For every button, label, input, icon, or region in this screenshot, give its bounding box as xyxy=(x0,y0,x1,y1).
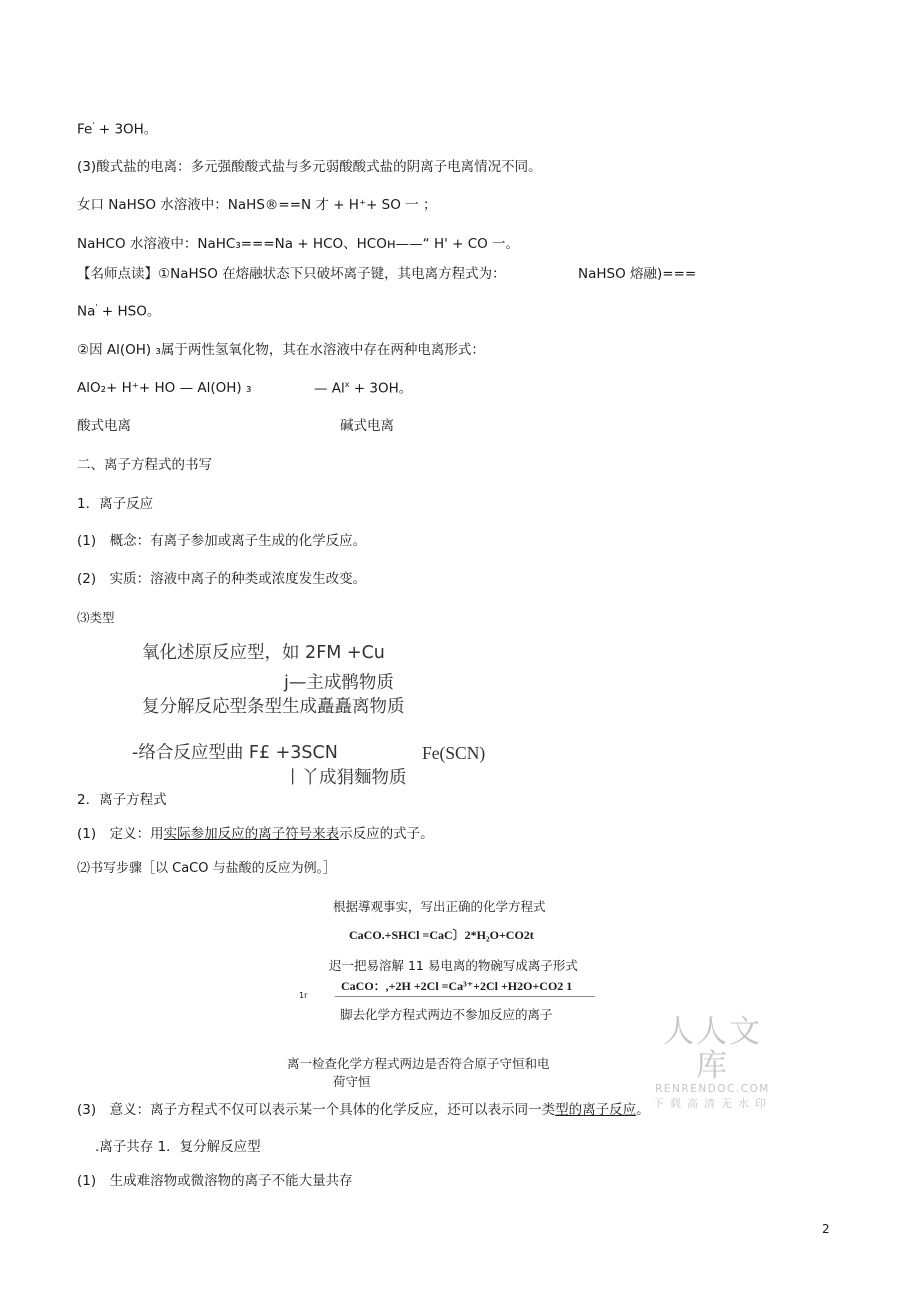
type-complex: -络合反应型曲 F£ +3SCN xyxy=(132,743,338,763)
text-line-fe: Fe' + 3OH。 xyxy=(77,121,158,138)
watermark-url: RENRENDOC.COM xyxy=(655,1083,770,1096)
type-metathesis: 复分解反応型条型生成矗矗离物质 xyxy=(142,697,405,717)
text-line-nahco3: NaHCO 水溶液中：NaHC₃===Na + HCO、HCOн——“ H' + CO 一。 xyxy=(77,236,520,252)
text-line-teacher-note-eq: NaHSO 熔融)=== xyxy=(578,266,697,282)
subheading-ionic-reaction: 1．离子反应 xyxy=(77,496,154,512)
text-line-essence: (2) 实质：溶液中离子的种类或浓度发生改变。 xyxy=(77,571,367,587)
equation-ionic: CaCO：,+2H +2Cl =Ca³⁺+2Cl +H2O+CO2 1 xyxy=(341,979,573,993)
text-line-aloh3-acid: AlO₂+ H⁺+ HO — Al(OH) ₃ xyxy=(77,380,252,396)
text-line-meaning: (3) 意义：离子方程式不仅可以表示某一个具体的化学反应，还可以表示同一类型的离子反应。 xyxy=(77,1102,650,1118)
subheading-coexistence: .离子共存 1．复分解反应型 xyxy=(95,1139,261,1155)
step-check-cont: 荷守恒 xyxy=(333,1074,371,1089)
type-redox: 氧化述原反应型，如 2FM +Cu xyxy=(142,643,385,663)
text-line-precipitate: (1) 生成难溶物或微溶物的离子不能大量共存 xyxy=(77,1173,353,1189)
section-heading-ionic-equation: 二、离子方程式的书写 xyxy=(77,457,212,473)
margin-mark: 1r xyxy=(299,991,308,1000)
text-line-types: ⑶类型 xyxy=(77,610,115,625)
text-line-steps: ⑵书写步骤［以 CaCO 与盐酸的反应为例。］ xyxy=(77,861,337,876)
watermark xyxy=(650,1015,775,1111)
text-line-aloh3: ②因 Al(OH) ₃属于两性氢氧化物，其在水溶液中存在两种电离形式： xyxy=(77,342,485,358)
equation-divider xyxy=(335,996,595,997)
text-line-teacher-note: 【名师点读】①NaHSO 在熔融状态下只破坏离子键，其电离方程式为： xyxy=(77,266,506,282)
type-complex-product: Fe(SCN) xyxy=(422,743,486,763)
label-acid-ionization: 酸式电离 xyxy=(77,418,131,434)
watermark-subtitle: 下载高清无水印 xyxy=(653,1096,772,1110)
equation-molecular: CaCO.+SHCl =CaC〕2*H₂O+CO2t xyxy=(349,928,534,942)
text-line-nahso4: 女口 NaHSO 水溶液中：NaHS®==N 才 + H⁺+ SO 一 ； xyxy=(77,197,437,213)
step-write: 根据導观事实，写出正确的化学方程式 xyxy=(333,899,546,914)
text-line-definition: (1) 定义：用实际参加反应的离子符号来表示反应的式子。 xyxy=(77,826,434,842)
label-base-ionization: 碱式电离 xyxy=(340,418,394,434)
watermark-logo-text: 人人文库 xyxy=(663,1014,762,1085)
text-line-aloh3-base: — $Al^x + 3OH$。 xyxy=(314,380,413,397)
definition-underline: 实际参加反应的离子符号来表 xyxy=(163,826,340,842)
text-line-concept: (1) 概念：有离子参加或离子生成的化学反应。 xyxy=(77,533,367,549)
type-redox-sub: j—主成鹘物质 xyxy=(284,673,394,693)
page-number: 2 xyxy=(822,1222,830,1236)
text-line-acid-salt: (3)酸式盐的电离：多元强酸酸式盐与多元弱酸酸式盐的阴离子电离情况不同。 xyxy=(77,159,542,175)
type-complex-sub: 丨丫成狷麵物质 xyxy=(284,768,407,788)
meaning-underline: 型的离子反应 xyxy=(555,1102,637,1118)
subheading-ionic-equation: 2．离子方程式 xyxy=(77,792,167,808)
step-split: 迟一把易溶解 11 易电离的物碗写成离子形式 xyxy=(329,958,578,973)
text-line-na-hso4: Na' + HSO。 xyxy=(77,303,161,320)
step-delete: 脚去化学方程式两边不参加反应的离子 xyxy=(340,1007,553,1022)
step-check: 离一检查化学方程式两边是否符合原子守恒和电 xyxy=(287,1056,550,1071)
